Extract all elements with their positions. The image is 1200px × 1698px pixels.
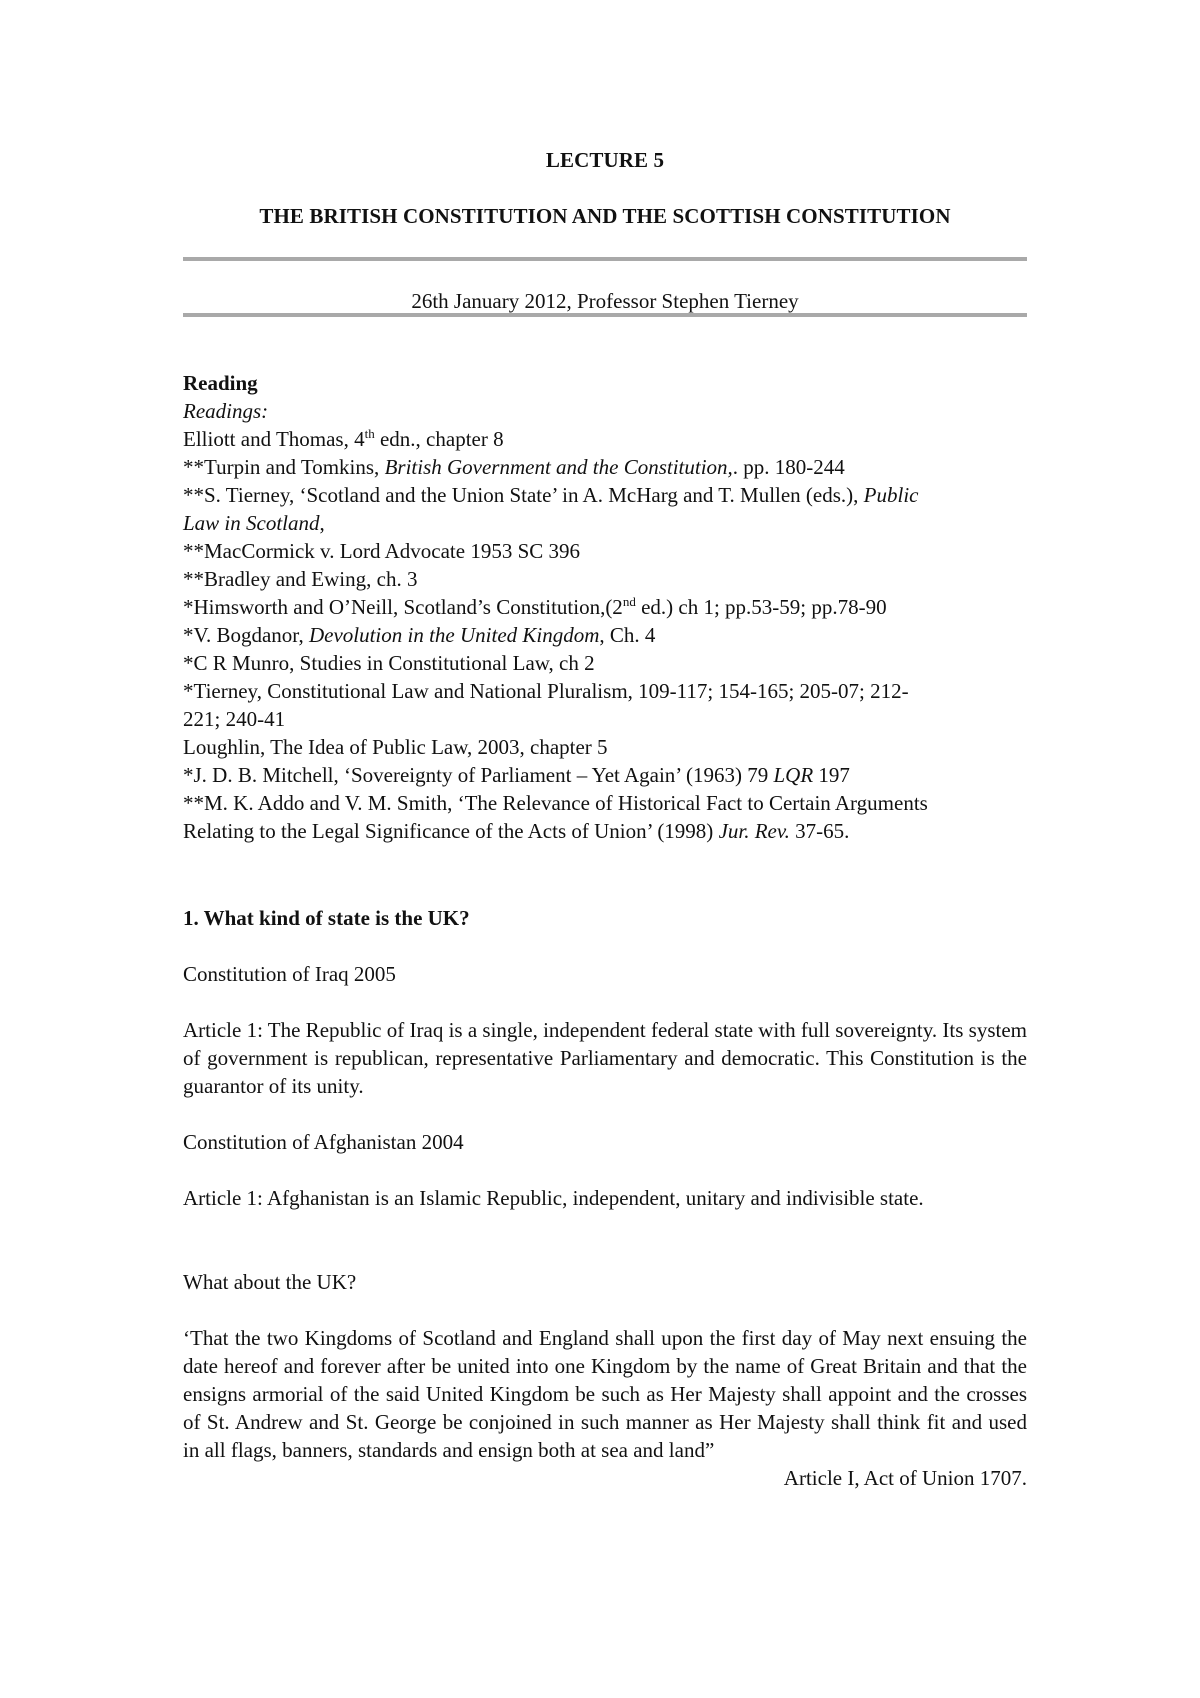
reading-item: *Tierney, Constitutional Law and National Pluralism, 109-117; 154-165; 205-07; 212- (183, 679, 909, 703)
reading-item: *C R Munro, Studies in Constitutional Law, ch 2 (183, 651, 595, 675)
reading-item: *V. Bogdanor, Devolution in the United Kingdom, Ch. 4 (183, 623, 656, 647)
header-rule-bottom (183, 313, 1027, 317)
act-of-union-quote: ‘That the two Kingdoms of Scotland and England shall upon the first day of May next ensuing the date hereof and forever after be united into one Kingdom by the name of Great Britain and that the ensigns armorial of the said United Kingdom be such as Her Majesty shall appoint and the crosses of St. Andrew and St. George be conjoined in such manner as Her Majesty shall think fit and used in all flags, banners, standards and ensign both at sea and land” (183, 1326, 1027, 1462)
reading-item: **Bradley and Ewing, ch. 3 (183, 567, 418, 591)
section-heading: 1. What kind of state is the UK? (183, 906, 470, 930)
afghanistan-constitution-title: Constitution of Afghanistan 2004 (183, 1130, 464, 1154)
reading-item: Elliott and Thomas, 4th edn., chapter 8 (183, 426, 504, 451)
lecture-number: LECTURE 5 (545, 148, 665, 172)
reading-item: *Himsworth and O’Neill, Scotland’s Constitution,(2nd ed.) ch 1; pp.53-59; pp.78-90 (183, 594, 887, 619)
reading-item: **S. Tierney, ‘Scotland and the Union State’ in A. McHarg and T. Mullen (eds.), Public (183, 483, 919, 507)
reading-item: **Turpin and Tomkins, British Government and the Constitution,. pp. 180-244 (183, 455, 845, 479)
reading-item: Loughlin, The Idea of Public Law, 2003, chapter 5 (183, 735, 608, 759)
date-author: 26th January 2012, Professor Stephen Tierney (411, 289, 799, 313)
iraq-constitution-title: Constitution of Iraq 2005 (183, 962, 396, 986)
header-rule-top (183, 257, 1027, 261)
reading-item-cont: Law in Scotland, (183, 511, 325, 535)
readings-subheading: Readings: (183, 399, 269, 423)
lecture-title: THE BRITISH CONSTITUTION AND THE SCOTTISH CONSTITUTION (259, 204, 951, 228)
reading-item: **MacCormick v. Lord Advocate 1953 SC 396 (183, 539, 581, 563)
reading-item: **M. K. Addo and V. M. Smith, ‘The Relevance of Historical Fact to Certain Arguments (183, 791, 928, 815)
reading-item-cont: Relating to the Legal Significance of the Acts of Union’ (1998) Jur. Rev. 37-65. (183, 819, 850, 843)
reading-section (183, 369, 1027, 845)
iraq-article: Article 1: The Republic of Iraq is a single, independent federal state with full sovereignty. Its system of government is republican, representative Parliamentary and democratic. This Constitution is the guarantor of its unity. (183, 1018, 1027, 1098)
reading-item-cont: 221; 240-41 (183, 707, 286, 731)
reading-item: *J. D. B. Mitchell, ‘Sovereignty of Parliament – Yet Again’ (1963) 79 LQR 197 (183, 763, 850, 787)
section-1 (183, 904, 1027, 1492)
afghanistan-article: Article 1: Afghanistan is an Islamic Republic, independent, unitary and indivisible state. (183, 1186, 924, 1210)
quote-citation: Article I, Act of Union 1707. (783, 1466, 1027, 1490)
uk-question: What about the UK? (183, 1270, 357, 1294)
reading-heading: Reading (183, 371, 258, 395)
